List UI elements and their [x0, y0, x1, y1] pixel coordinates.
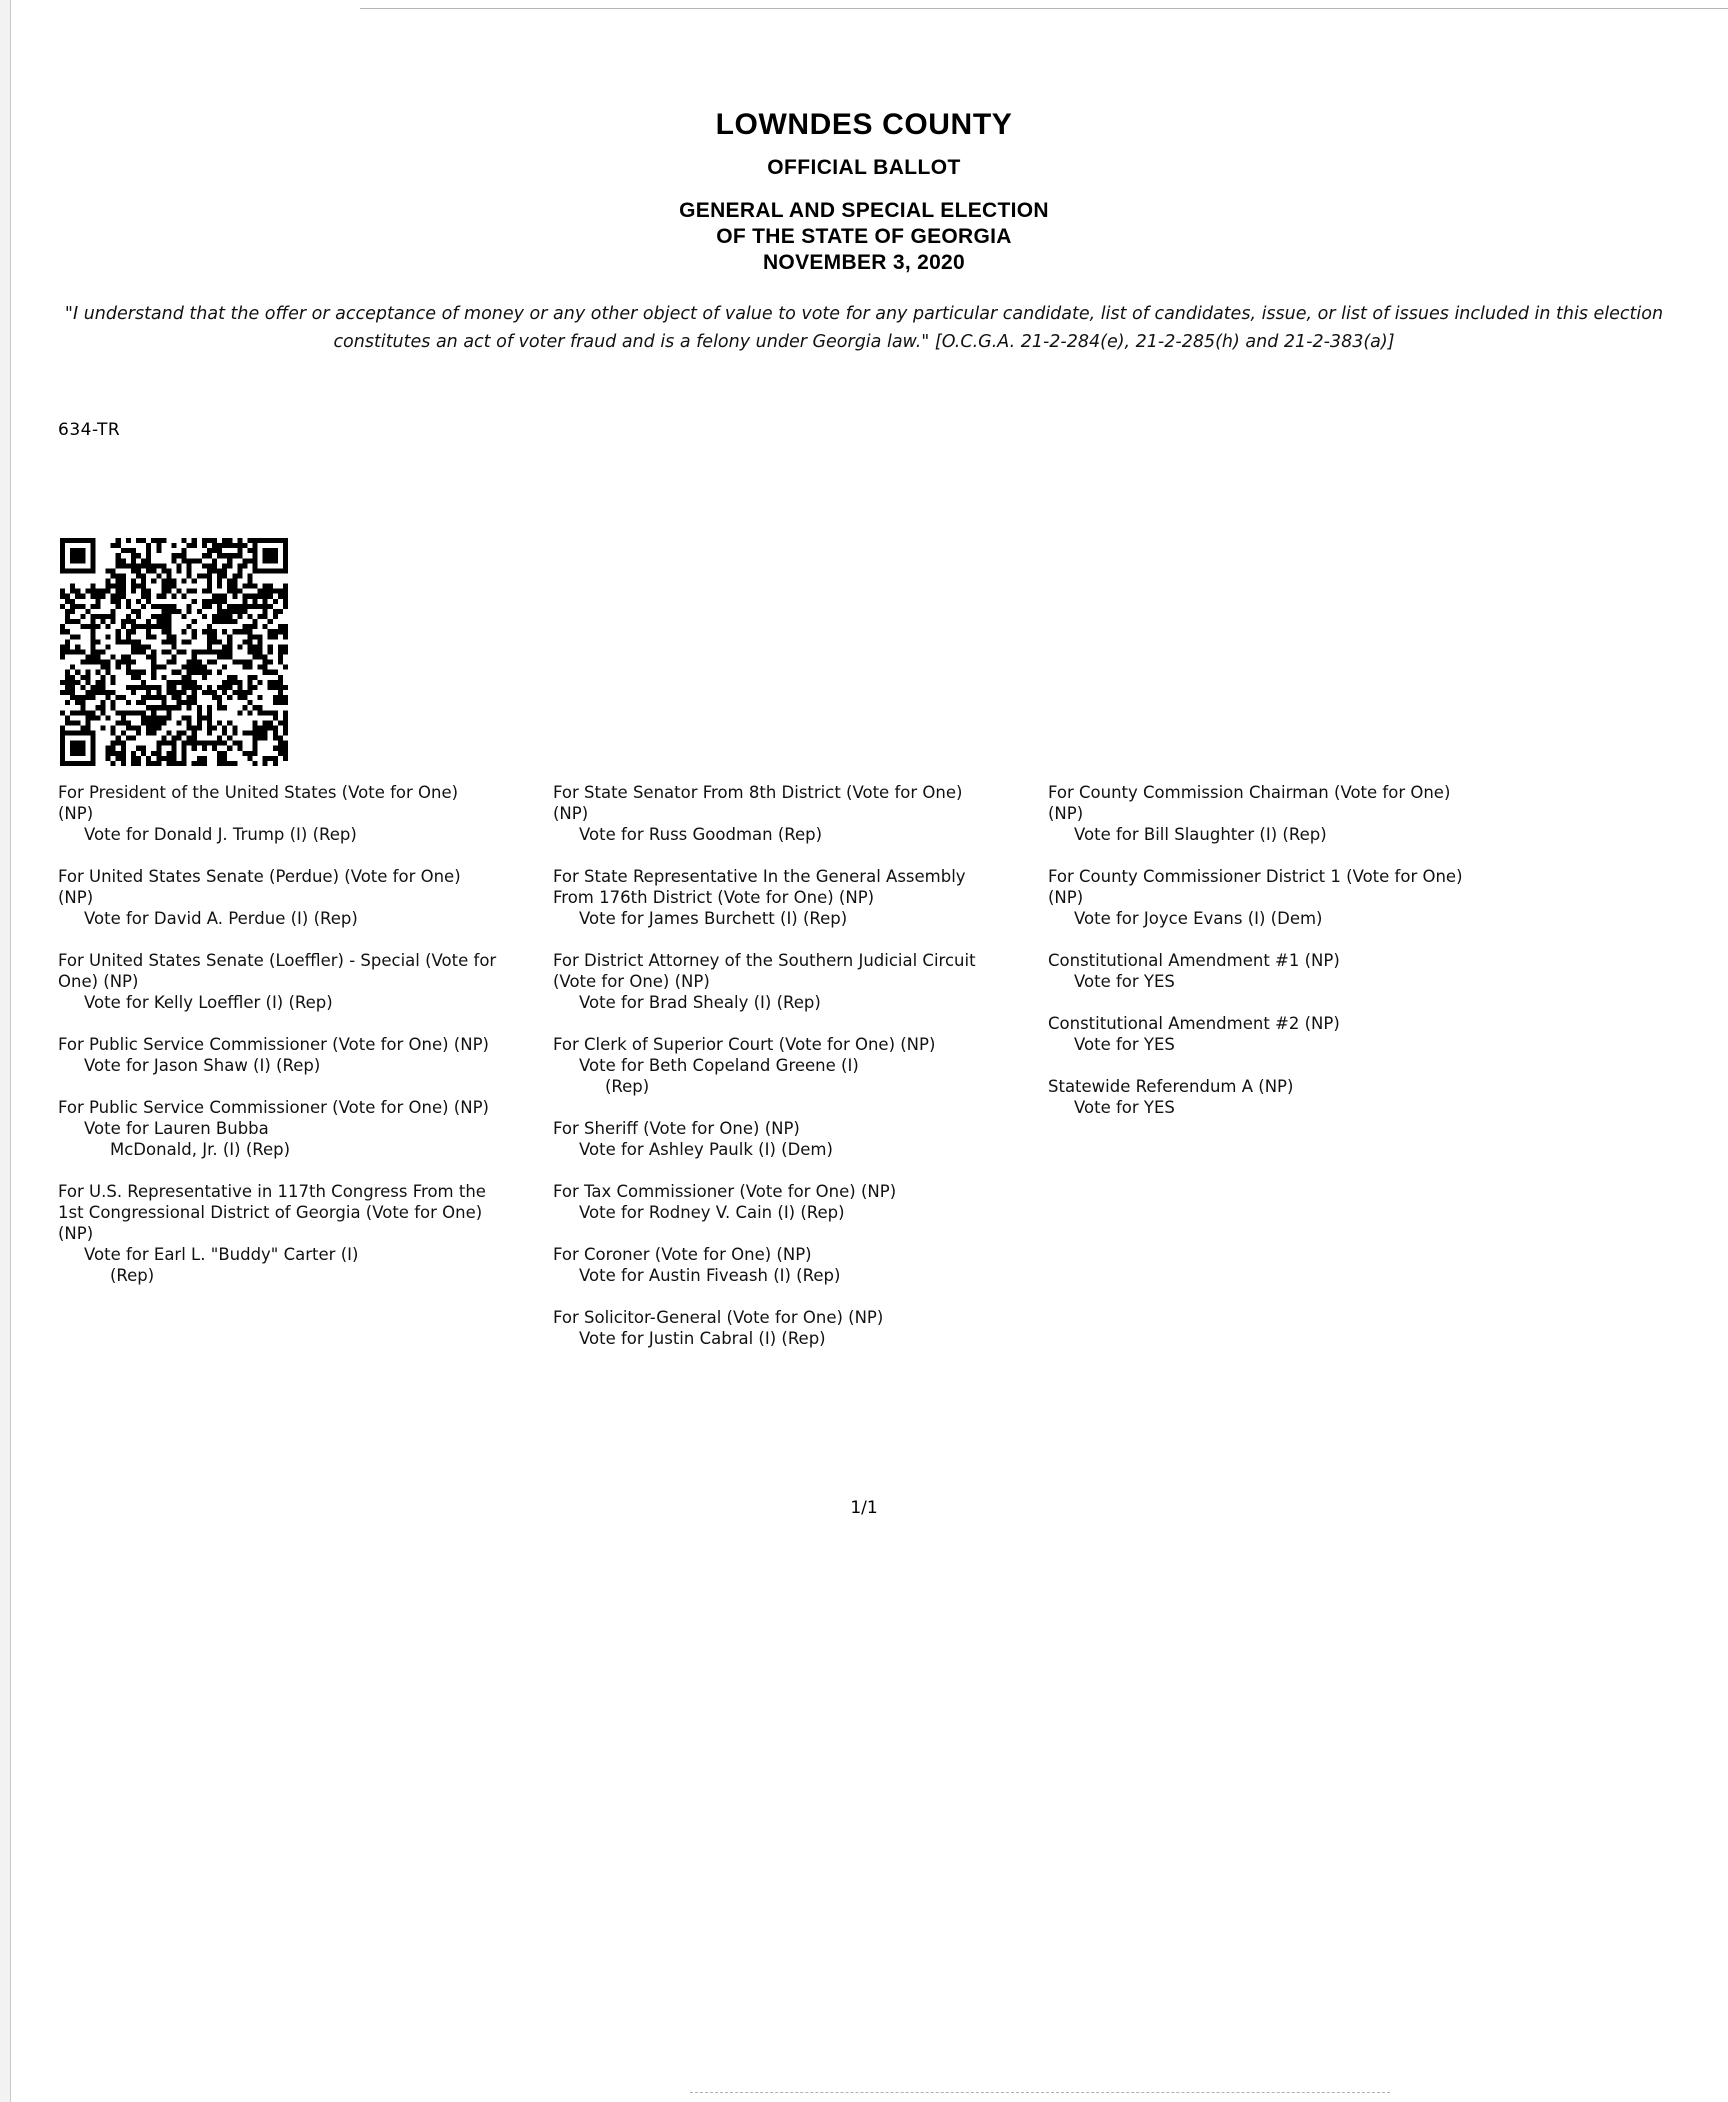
- contest-title: For U.S. Representative in 117th Congress From the 1st Congressional District of Georgia (Vote for One) (NP): [58, 1182, 486, 1243]
- contest-title: For County Commissioner District 1 (Vote for One) (NP): [1048, 867, 1463, 907]
- contest-choice: Vote for Kelly Loeffler (I) (Rep): [84, 993, 333, 1012]
- contest-choice: Vote for James Burchett (I) (Rep): [579, 909, 848, 928]
- qr-code: [60, 538, 288, 766]
- contest-title: For State Senator From 8th District (Vote for One) (NP): [553, 783, 963, 823]
- contest-title: For Public Service Commissioner (Vote for One) (NP): [58, 1035, 489, 1054]
- contest-choice: Vote for Austin Fiveash (I) (Rep): [579, 1266, 841, 1285]
- contest-column: [1048, 782, 1488, 1139]
- contest: [58, 950, 498, 1013]
- election-title-line1: GENERAL AND SPECIAL ELECTION: [679, 199, 1049, 222]
- contest-title: For United States Senate (Loeffler) - Special (Vote for One) (NP): [58, 951, 497, 991]
- page-number: 1/1: [850, 1498, 878, 1518]
- ballot-header: [0, 108, 1728, 276]
- contest-choice: Vote for Rodney V. Cain (I) (Rep): [579, 1203, 845, 1222]
- contest-choice: Vote for Beth Copeland Greene (I): [579, 1056, 859, 1075]
- contest-choice: Vote for YES: [1074, 1035, 1175, 1054]
- contest-title: For Clerk of Superior Court (Vote for One) (NP): [553, 1035, 936, 1054]
- contest-choice-continued: (Rep): [605, 1077, 650, 1096]
- contest-choice: Vote for YES: [1074, 972, 1175, 991]
- contest-title: For United States Senate (Perdue) (Vote for One) (NP): [58, 867, 461, 907]
- contest: [1048, 950, 1488, 992]
- contest-choice: Vote for Lauren Bubba: [84, 1119, 269, 1138]
- contest-choice: Vote for David A. Perdue (I) (Rep): [84, 909, 358, 928]
- contest-columns: [58, 782, 1670, 1370]
- contest-choice-continued: McDonald, Jr. (I) (Rep): [110, 1140, 291, 1159]
- contest: [58, 866, 498, 929]
- contest: [1048, 866, 1488, 929]
- contest-choice: Vote for Bill Slaughter (I) (Rep): [1074, 825, 1327, 844]
- contest: [553, 866, 993, 929]
- official-ballot-title: OFFICIAL BALLOT: [767, 156, 961, 179]
- ballot-style-id: 634-TR: [58, 420, 121, 440]
- contest-choice: Vote for Earl L. "Buddy" Carter (I): [84, 1245, 359, 1264]
- contest: [1048, 782, 1488, 845]
- election-title: [0, 198, 1728, 276]
- contest-title: Constitutional Amendment #1 (NP): [1048, 951, 1340, 970]
- contest: [553, 1244, 993, 1286]
- contest-column: [58, 782, 498, 1307]
- contest-choice: Vote for Justin Cabral (I) (Rep): [579, 1329, 826, 1348]
- contest-title: For Tax Commissioner (Vote for One) (NP): [553, 1182, 897, 1201]
- contest-choice: Vote for Brad Shealy (I) (Rep): [579, 993, 821, 1012]
- contest: [1048, 1076, 1488, 1118]
- contest-choice: Vote for Donald J. Trump (I) (Rep): [84, 825, 357, 844]
- contest-title: For Sheriff (Vote for One) (NP): [553, 1119, 800, 1138]
- county-title: LOWNDES COUNTY: [715, 108, 1013, 141]
- contest: [553, 782, 993, 845]
- contest-title: For Coroner (Vote for One) (NP): [553, 1245, 812, 1264]
- contest-choice: Vote for Russ Goodman (Rep): [579, 825, 823, 844]
- contest-title: Constitutional Amendment #2 (NP): [1048, 1014, 1340, 1033]
- contest-choice: Vote for Joyce Evans (I) (Dem): [1074, 909, 1323, 928]
- contest-choice: Vote for YES: [1074, 1098, 1175, 1117]
- contest: [1048, 1013, 1488, 1055]
- contest: [58, 1034, 498, 1076]
- contest: [58, 1097, 498, 1160]
- contest: [553, 1034, 993, 1097]
- voter-fraud-oath-text: "I understand that the offer or acceptance of money or any other object of value to vote for any particular candidate, list of candidates, issue, or list of issues included in this election constitutes an act of voter fraud and is a felony under Georgia law." [O.C.G.A. 21-2-284(e), 21-2-285(h) and 21-2-383(a)]: [64, 304, 1664, 352]
- contest: [553, 950, 993, 1013]
- contest-title: For Public Service Commissioner (Vote for One) (NP): [58, 1098, 489, 1117]
- contest-choice: Vote for Jason Shaw (I) (Rep): [84, 1056, 321, 1075]
- contest-column: [553, 782, 993, 1370]
- contest-title: For District Attorney of the Southern Judicial Circuit (Vote for One) (NP): [553, 951, 976, 991]
- election-date: NOVEMBER 3, 2020: [762, 251, 966, 274]
- contest: [553, 1181, 993, 1223]
- contest-choice-continued: (Rep): [110, 1266, 155, 1285]
- contest: [58, 1181, 498, 1286]
- contest-title: Statewide Referendum A (NP): [1048, 1077, 1294, 1096]
- contest-choice: Vote for Ashley Paulk (I) (Dem): [579, 1140, 833, 1159]
- election-title-line2: OF THE STATE OF GEORGIA: [716, 225, 1012, 248]
- contest: [553, 1118, 993, 1160]
- contest-title: For President of the United States (Vote for One) (NP): [58, 783, 459, 823]
- contest: [553, 1307, 993, 1349]
- contest-title: For Solicitor-General (Vote for One) (NP): [553, 1308, 884, 1327]
- contest-title: For County Commission Chairman (Vote for One) (NP): [1048, 783, 1451, 823]
- contest: [58, 782, 498, 845]
- contest-title: For State Representative In the General Assembly From 176th District (Vote for One) (NP): [553, 867, 966, 907]
